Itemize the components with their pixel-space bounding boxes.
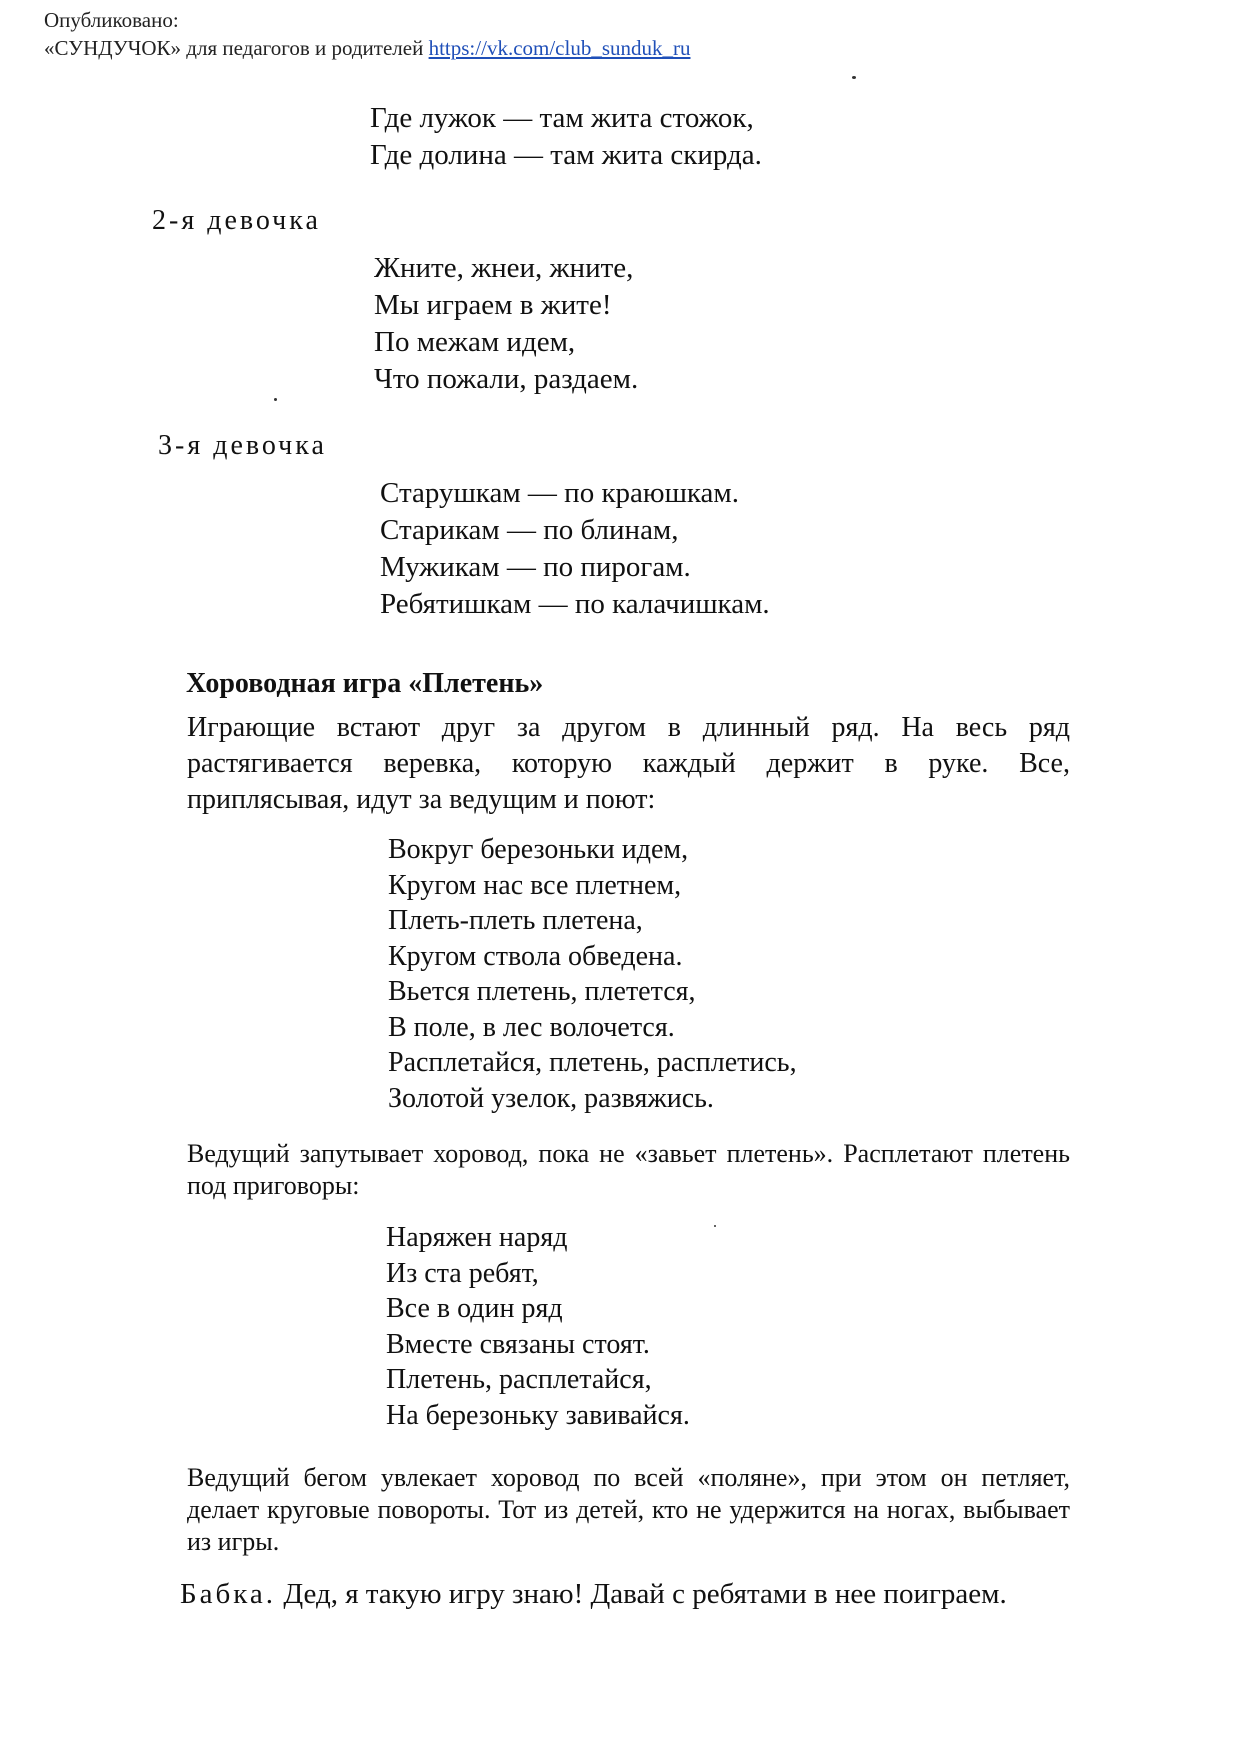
final-line: Дед, я такую игру знаю! Давай с ребятами в нее поиграем. [283,1578,1007,1610]
verse-line: Наряжен наряд [386,1222,568,1253]
verse-line: На березоньку завивайся. [386,1399,690,1431]
publisher-line [44,34,691,62]
paragraph-text: Играющие встают друг за другом в длинный ряд. На весь ряд растягивается веревка, которую каждый держит в руке. Все, приплясывая, идут за ведущим и поют: [187,712,1070,815]
publication-header [44,6,691,62]
verse-line: В поле, в лес волочется. [388,1011,675,1043]
verse-line: Что пожали, раздаем. [374,363,639,395]
paragraph-text: Ведущий запутывает хоровод, пока не «завьет плетень». Расплетают плетень под приговоры: [187,1139,1070,1200]
verse-line: Ребятишкам — по калачишкам. [380,588,770,620]
paragraph-3 [145,1462,1070,1558]
verse-line: Где лужок — там жита стожок, [370,102,754,134]
publisher-name: «СУНДУЧОК» для педагогов и родителей [44,36,424,60]
final-remark [180,1578,1007,1611]
game-title: Хороводная игра «Плетень» [186,668,544,699]
verse-line: Жните, жнеи, жните, [374,252,634,284]
published-label: Опубликовано: [44,8,179,32]
final-speaker: Бабка. [180,1578,277,1610]
verse-line: Вместе связаны стоят. [386,1328,650,1360]
scan-speck [852,76,856,79]
scan-speck [714,1225,716,1227]
verse-line: Все в один ряд [386,1293,563,1324]
song-2 [386,1220,690,1433]
verse-line: Где долина — там жита скирда. [370,139,762,171]
vk-club-link[interactable]: https://vk.com/club_sunduk_ru [428,36,691,60]
paragraph-2 [145,1138,1070,1202]
verse-line: Мы играем в жите! [374,289,612,321]
verse-line: Старушкам — по краюшкам. [380,477,740,509]
scan-speck [274,398,277,401]
song-1 [388,832,797,1116]
verse-line: Золотой узелок, развяжись. [388,1082,714,1114]
verse-line: Плеть-плеть плетена, [388,905,643,936]
verse-line: Вокруг березоньки идем, [388,834,689,865]
paragraph-text: Ведущий бегом увлекает хоровод по всей «поляне», при этом он петляет, делает круговые повороты. Тот из детей, кто не удержится на ногах, выбывает из игры. [187,1463,1070,1556]
speaker-girl-2: 2-я девочка [152,205,321,236]
verse-line: Кругом ствола обведена. [388,940,683,972]
stanza-3 [380,475,770,623]
verse-line: Из ста ребят, [386,1257,539,1289]
verse-line: По межам идем, [374,326,576,358]
stanza-1 [370,100,762,174]
speaker-girl-3: 3-я девочка [158,430,327,461]
verse-line: Вьется плетень, плетется, [388,976,696,1007]
paragraph-1 [145,710,1070,818]
verse-line: Мужикам — по пирогам. [380,551,691,583]
verse-line: Плетень, расплетайся, [386,1364,652,1395]
stanza-2 [374,250,638,398]
verse-line: Расплетайся, плетень, расплетись, [388,1047,797,1078]
verse-line: Старикам — по блинам, [380,514,679,546]
verse-line: Кругом нас все плетнем, [388,869,682,901]
